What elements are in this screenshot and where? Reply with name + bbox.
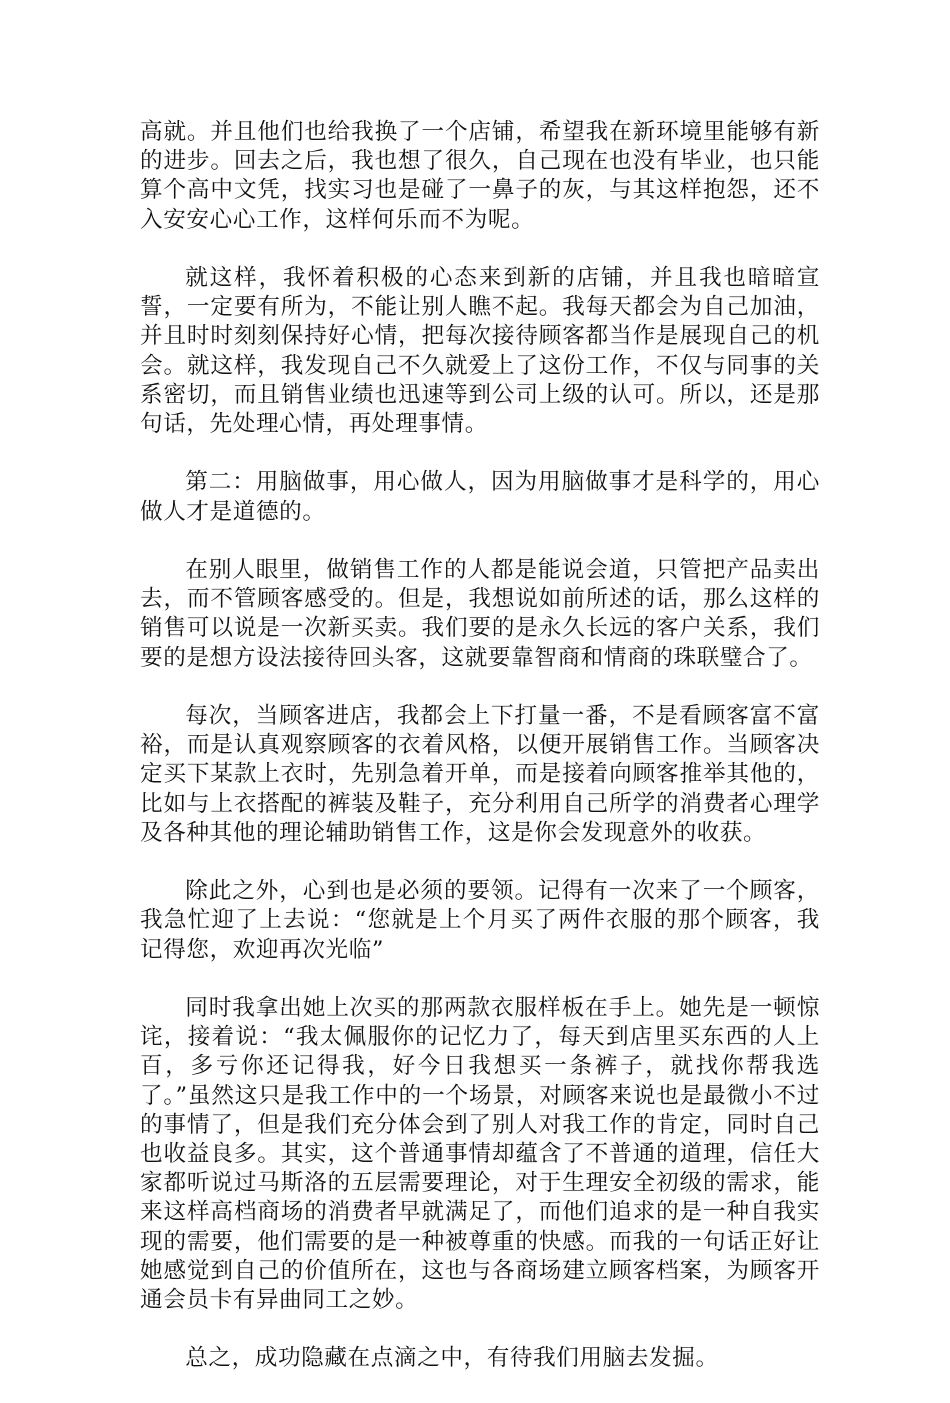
paragraph-conclusion: 总之，成功隐藏在点滴之中，有待我们用脑去发掘。 (185, 1345, 719, 1372)
paragraph-positive-attitude: 就这样，我怀着积极的心态来到新的店铺，并且我也暗暗宣誓，一定要有所为，不能让别人瞧不起。我每天都会为自己加油，并且时时刻刻保持好心情，把每次接待顾客都当作是展现自己的机会。就这样，我发现自己不久就爱上了这份工作，不仅与同事的关系密切，而且销售业绩也迅速等到公司上级的认可。所以，还是那句话，先处理心情，再处理事情。 (140, 265, 820, 438)
paragraph-customer-story: 同时我拿出她上次买的那两款衣服样板在手上。她先是一顿惊诧，接着说：“我太佩服你的记忆力了，每天到店里买东西的人上百，多亏你还记得我，好今日我想买一条裤子，就找你帮我选了。”虽然这只是我工作中的一个场景，对顾客来说也是最微小不过的事情了，但是我们充分体会到了别人对我工作的肯定，同时自己也收益良多。其实，这个普通事情却蕴含了不普通的道理，信任大家都听说过马斯洛的五层需要理论，对于生理安全初级的需求，能来这样高档商场的消费者早就满足了，而他们追求的是一种自我实现的需要，他们需要的是一种被尊重的快感。而我的一句话正好让她感觉到自己的价值所在，这也与各商场建立顾客档案，为顾客开通会员卡有异曲同工之妙。 (140, 995, 820, 1314)
paragraph-continuation: 高就。并且他们也给我换了一个店铺，希望我在新环境里能够有新的进步。回去之后，我也想了很久，自己现在也没有毕业，也只能算个高中文凭，找实习也是碰了一鼻子的灰，与其这样抱怨，还不入安安心心工作，这样何乐而不为呢。 (140, 119, 820, 233)
paragraph-sales-relationship: 在别人眼里，做销售工作的人都是能说会道，只管把产品卖出去，而不管顾客感受的。但是，我想说如前所述的话，那么这样的销售可以说是一次新买卖。我们要的是永久长远的客户关系，我们要的是想方设法接待回头客，这就要靠智商和情商的珠联璧合了。 (140, 557, 820, 671)
document-body (140, 118, 820, 1403)
paragraph-point-two: 第二：用脑做事，用心做人，因为用脑做事才是科学的，用心做人才是道德的。 (140, 469, 820, 525)
paragraph-remember-customer: 除此之外，心到也是必须的要领。记得有一次来了一个顾客，我急忙迎了上去说：“您就是上个月买了两件衣服的那个顾客，我记得您，欢迎再次光临” (140, 878, 820, 963)
paragraph-observe-customer: 每次，当顾客进店，我都会上下打量一番，不是看顾客富不富裕，而是认真观察顾客的衣着风格，以便开展销售工作。当顾客决定买下某款上衣时，先别急着开单，而是接着向顾客推举其他的，比如与上衣搭配的裤装及鞋子，充分利用自己所学的消费者心理学及各种其他的理论辅助销售工作，这是你会发现意外的收获。 (140, 703, 820, 846)
